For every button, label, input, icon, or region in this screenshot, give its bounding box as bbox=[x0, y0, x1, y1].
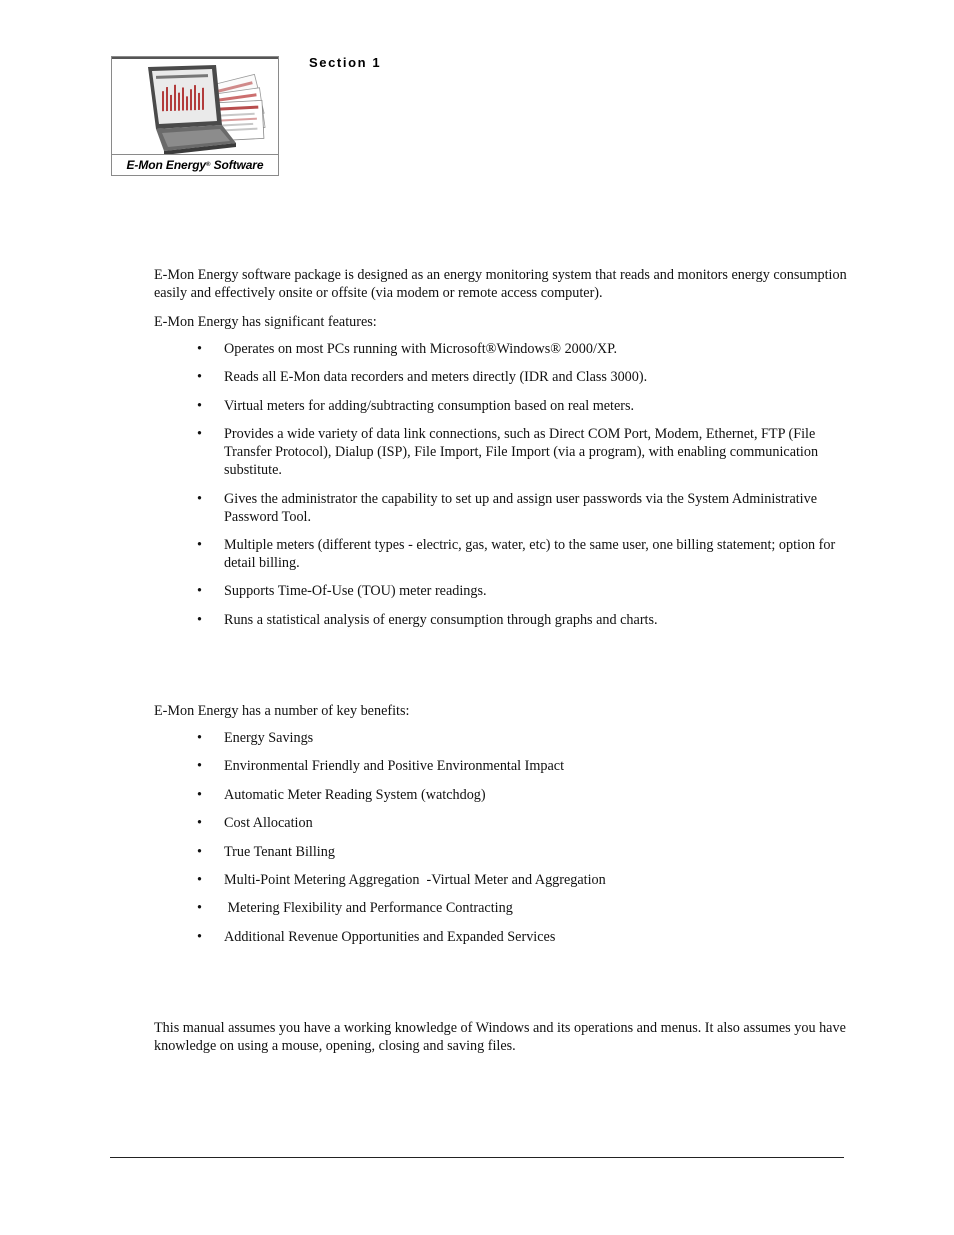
bullet-icon: • bbox=[197, 490, 202, 507]
intro-paragraph: E-Mon Energy software package is designed as an energy monitoring system that reads and monitors energy consumption easily and effectively onsite or offsite (via modem or remote access computer). bbox=[154, 267, 847, 301]
bullet-icon: • bbox=[197, 928, 202, 945]
footer-divider bbox=[110, 1157, 844, 1158]
section-label: Section 1 bbox=[309, 55, 382, 70]
benefit-text: Cost Allocation bbox=[224, 815, 313, 832]
list-item bbox=[195, 757, 845, 775]
features-lead: E-Mon Energy has significant features: bbox=[154, 314, 377, 330]
bullet-icon: • bbox=[197, 730, 202, 746]
bullet-icon: • bbox=[197, 369, 202, 386]
bullet-icon: • bbox=[197, 583, 202, 600]
benefit-text: Automatic Meter Reading System (watchdog) bbox=[224, 786, 486, 803]
list-item bbox=[195, 843, 845, 861]
bullet-icon: • bbox=[197, 341, 202, 357]
bullet-icon: • bbox=[197, 611, 202, 628]
benefits-list bbox=[195, 729, 845, 956]
list-item bbox=[195, 871, 845, 889]
bullet-icon: • bbox=[197, 426, 202, 443]
list-item bbox=[195, 582, 845, 600]
list-item bbox=[195, 786, 845, 804]
benefit-text: True Tenant Billing bbox=[224, 843, 335, 860]
benefits-lead: E-Mon Energy has a number of key benefits: bbox=[154, 703, 410, 719]
list-item bbox=[195, 536, 845, 572]
laptop-with-reports-icon bbox=[112, 59, 278, 157]
list-item bbox=[195, 368, 845, 386]
list-item bbox=[195, 899, 845, 917]
list-item bbox=[195, 340, 845, 358]
feature-text: Multiple meters (different types - electric, gas, water, etc) to the same user, one billing statement; option for detail billing. bbox=[224, 536, 836, 571]
list-item bbox=[195, 425, 845, 479]
bullet-icon: • bbox=[197, 843, 202, 860]
bullet-icon: • bbox=[197, 900, 202, 917]
closing-paragraph: This manual assumes you have a working knowledge of Windows and its operations and menus. It also assumes you have knowledge on using a mouse, opening, closing and saving files. bbox=[154, 1020, 846, 1054]
feature-text: Reads all E-Mon data recorders and meters directly (IDR and Class 3000). bbox=[224, 369, 648, 386]
product-logo bbox=[111, 56, 279, 176]
logo-caption-suffix: Software bbox=[210, 158, 264, 172]
benefit-text: Energy Savings bbox=[224, 730, 314, 746]
bullet-icon: • bbox=[197, 871, 202, 888]
bullet-icon: • bbox=[197, 786, 202, 803]
list-item bbox=[195, 397, 845, 415]
feature-text: Supports Time-Of-Use (TOU) meter readings. bbox=[224, 583, 487, 600]
features-list bbox=[195, 340, 845, 639]
benefit-text: Multi-Point Metering Aggregation -Virtual Meter and Aggregation bbox=[224, 871, 606, 888]
bullet-icon: • bbox=[197, 536, 202, 553]
bullet-icon: • bbox=[197, 397, 202, 414]
feature-text: Provides a wide variety of data link connections, such as Direct COM Port, Modem, Ethernet, FTP (File Transfer Protocol), Dialup (ISP), File Import, File Import (via a program), with enabling communication substitute. bbox=[224, 426, 819, 479]
list-item bbox=[195, 490, 845, 526]
feature-text: Virtual meters for adding/subtracting consumption based on real meters. bbox=[224, 397, 635, 414]
list-item bbox=[195, 928, 845, 946]
benefit-text: Environmental Friendly and Positive Environmental Impact bbox=[224, 758, 565, 775]
list-item bbox=[195, 611, 845, 629]
logo-caption bbox=[112, 154, 278, 175]
bullet-icon: • bbox=[197, 758, 202, 775]
feature-text: Operates on most PCs running with Microsoft®Windows® 2000/XP. bbox=[224, 341, 618, 357]
feature-text: Gives the administrator the capability to set up and assign user passwords via the System Administrative Password Tool. bbox=[224, 490, 818, 525]
list-item bbox=[195, 814, 845, 832]
logo-caption-mark: ® bbox=[206, 162, 211, 168]
benefit-text: Additional Revenue Opportunities and Expanded Services bbox=[224, 928, 556, 945]
list-item bbox=[195, 729, 845, 747]
feature-text: Runs a statistical analysis of energy consumption through graphs and charts. bbox=[224, 611, 658, 628]
logo-caption-text: E-Mon Energy bbox=[126, 158, 207, 172]
benefit-text: Metering Flexibility and Performance Contracting bbox=[224, 900, 513, 917]
bullet-icon: • bbox=[197, 815, 202, 832]
